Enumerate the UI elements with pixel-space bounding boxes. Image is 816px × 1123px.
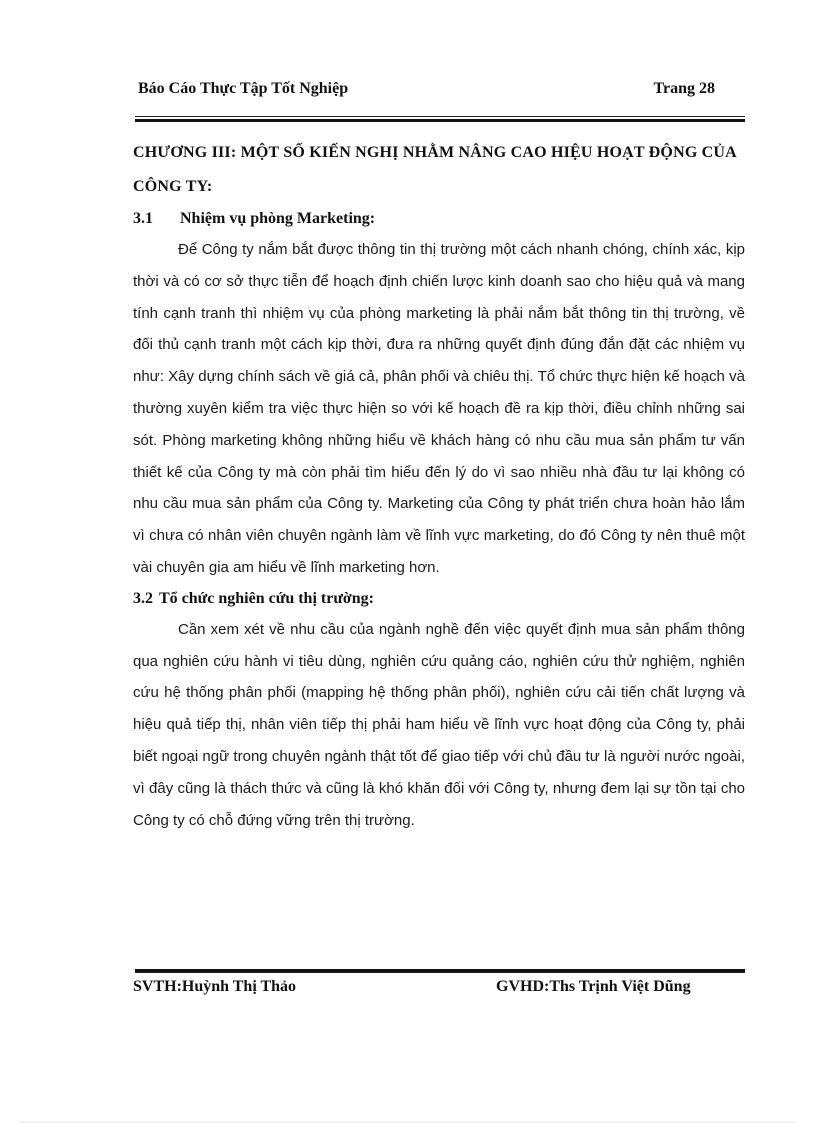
- header-rule: [135, 116, 745, 122]
- header-page-number: Trang 28: [653, 80, 715, 97]
- section-heading-3-2: [133, 584, 745, 614]
- section-title: Nhiệm vụ phòng Marketing:: [180, 210, 376, 227]
- section-title: Tổ chức nghiên cứu thị trường:: [159, 589, 375, 607]
- header-title: Báo Cáo Thực Tập Tốt Nghiệp: [138, 80, 349, 97]
- page-header: [135, 80, 745, 104]
- footer-rule: [135, 967, 745, 973]
- section-number: 3.1: [133, 210, 153, 227]
- section-number: 3.2: [133, 589, 153, 607]
- footer-student: SVTH:Huỳnh Thị Thảo: [133, 978, 297, 995]
- section-heading-3-1: [133, 204, 745, 234]
- footer-advisor: GVHD:Ths Trịnh Việt Dũng: [496, 978, 691, 995]
- section-paragraph-3-1: Để Công ty nắm bắt được thông tin thị trường một cách nhanh chóng, chính xác, kịp thời và có cơ sở thực tiễn để hoạch định chiến lược kinh doanh sao cho hiệu quả và mang tính cạnh tranh thì nhiệm vụ của phòng marketing là phải nắm bắt thông tin thị trường, về đối thủ cạnh tranh một cách kịp thời, đưa ra những quyết định đúng đắn đặt các nhiệm vụ như: Xây dựng chính sách về giá cả, phân phối và chiêu thị. Tổ chức thực hiện kế hoạch và thường xuyên kiểm tra việc thực hiện so với kế hoạch đề ra kịp thời, điều chỉnh những sai sót. Phòng marketing không những hiểu về khách hàng có nhu cầu mua sản phẩm tư vấn thiết kế của Công ty mà còn phải tìm hiểu đến lý do vì sao nhiều nhà đầu tư lại không có nhu cầu mua sản phẩm của Công ty. Marketing của Công ty phát triển chưa hoàn hảo lắm vì chưa có nhân viên chuyên ngành làm về lĩnh vực marketing, do đó Công ty nên thuê một vài chuyên gia am hiểu về lĩnh marketing hơn.: [133, 241, 745, 576]
- section-paragraph-3-2: Cần xem xét về nhu cầu của ngành nghề đến việc quyết định mua sản phẩm thông qua nghiên cứu hành vi tiêu dùng, nghiên cứu quảng cáo, nghiên cứu thử nghiệm, nghiên cứu hệ thống phân phối (mapping hệ thống phân phối), nghiên cứu cải tiến chất lượng và hiệu quả tiếp thị, nhân viên tiếp thị phải ham hiểu về lĩnh vực hoạt động của Công ty, phải biết ngoại ngữ trong chuyên ngành thật tốt để giao tiếp với chủ đầu tư là người nước ngoài, vì đây cũng là thách thức và cũng là khó khăn đối với Công ty, nhưng đem lại sự tồn tại cho Công ty có chỗ đứng vững trên thị trường.: [133, 620, 745, 829]
- page-body: [133, 136, 745, 836]
- page-footer: [133, 978, 745, 1002]
- chapter-heading: CHƯƠNG III: MỘT SỐ KIẾN NGHỊ NHẰM NÂNG CAO HIỆU HOẠT ĐỘNG CỦA CÔNG TY:: [133, 144, 737, 195]
